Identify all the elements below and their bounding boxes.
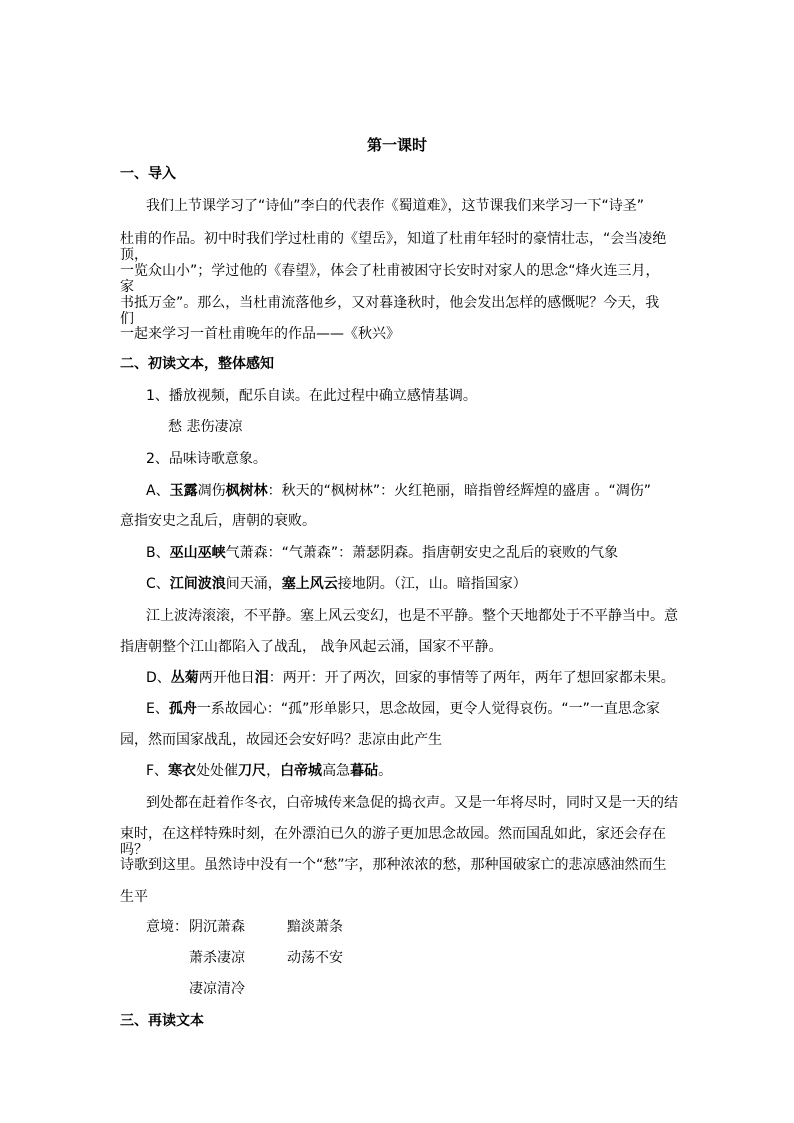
- image-f-prefix: F、: [146, 763, 169, 779]
- image-f-text-4: 。: [378, 763, 393, 779]
- image-d-prefix: D、: [146, 670, 171, 686]
- section-2-heading: 二、初读文本，整体感知: [120, 356, 274, 372]
- image-b: [146, 545, 618, 561]
- image-c-text-1: 间天涌，: [225, 576, 282, 592]
- image-e-prefix: E、: [146, 701, 169, 717]
- item-1: 1、播放视频，配乐自读。在此过程中确立感情基调。: [146, 388, 477, 404]
- image-d: [146, 670, 675, 686]
- image-f-bold-1: 寒衣: [168, 763, 197, 779]
- image-a-text-1: 凋伤: [197, 483, 226, 499]
- image-b-text-1: 气萧森：“气萧森”：萧瑟阴森。指唐朝安史之乱后的衰败的气象: [225, 545, 619, 561]
- image-f-bold-2: 刀尺: [238, 763, 267, 779]
- image-a-line-2: 意指安史之乱后，唐朝的衰败。: [120, 513, 316, 529]
- image-e-line-2: 园，然而国家战乱，故园还会安好吗？悲凉由此产生: [120, 732, 442, 748]
- yijing-col2-item-1: 黯淡萧条: [287, 919, 343, 935]
- image-e-text-1: 一系故园心：“孤”形单影只，思念故园，更令人觉得哀伤。“一”一直思念家: [196, 701, 660, 717]
- image-f-text-1: 处处催: [196, 763, 239, 779]
- yijing-col1-item-3: 凄凉清冷: [189, 981, 245, 997]
- intro-line-4: 书抵万金”。那么，当杜甫流落他乡，又对暮逢秋时，他会发出怎样的感慨呢？今天，我们: [120, 295, 660, 327]
- image-d-bold-1: 丛菊: [170, 670, 199, 686]
- image-d-text-1: 两开他日: [198, 670, 255, 686]
- image-f: [146, 763, 392, 779]
- image-c-bold-2: 塞上风云: [281, 576, 338, 592]
- image-a-text-2: ：秋天的“枫树林”：火红艳丽，暗指曾经辉煌的盛唐 。“凋伤”: [267, 483, 652, 499]
- image-e-bold-1: 孤舟: [168, 701, 197, 717]
- image-f-bold-3: 白帝城: [280, 763, 323, 779]
- section-1-heading: 一、导入: [120, 166, 176, 182]
- image-b-bold-1: 巫山巫峡: [169, 545, 226, 561]
- image-a-bold-1: 玉露: [169, 483, 198, 499]
- yijing-col2-item-2: 动荡不安: [287, 950, 343, 966]
- section-3-heading: 三、再读文本: [120, 1013, 204, 1029]
- tone-text: 愁 悲伤凄凉: [168, 419, 243, 435]
- image-c-para-1: 江上波涛滚滚，不平静。塞上风云变幻，也是不平静。整个天地都处于不平静当中。意: [146, 608, 678, 624]
- image-c-text-2: 接地阴。（江，山。暗指国家）: [337, 576, 527, 592]
- image-d-text-2: ：两开：开了两次，回家的事情等了两年，两年了想回家都未果。: [268, 670, 675, 686]
- image-a-prefix: A、: [146, 483, 170, 499]
- image-f-para-4: 生平: [120, 889, 148, 905]
- image-b-prefix: B、: [146, 545, 170, 561]
- image-d-bold-2: 泪: [254, 670, 269, 686]
- intro-line-1: 我们上节课学习了“诗仙”李白的代表作《蜀道难》，这节课我们来学习一下“诗圣”: [146, 198, 645, 214]
- image-f-para-1: 到处都在赶着作冬衣，白帝城传来急促的捣衣声。又是一年将尽时，同时又是一天的结: [146, 795, 678, 811]
- image-c-prefix: C、: [146, 576, 170, 592]
- intro-line-2: 杜甫的作品。初中时我们学过杜甫的《望岳》，知道了杜甫年轻时的豪情壮志，“会当凌绝顶，: [120, 231, 667, 263]
- image-e: [146, 701, 660, 717]
- image-c: [146, 576, 527, 592]
- item-2: 2、品味诗歌意象。: [146, 451, 267, 467]
- image-a: [146, 483, 651, 499]
- page-title: 第一课时: [366, 136, 427, 154]
- image-f-text-3: 高急: [322, 763, 351, 779]
- intro-line-3: 一览众山小”；学过他的《春望》，体会了杜甫被困守长安时对家人的思念“烽火连三月，家: [120, 263, 660, 295]
- image-c-para-2: 指唐朝整个江山都陷入了战乱， 战争风起云涌，国家不平静。: [120, 639, 503, 655]
- image-a-bold-2: 枫树林: [225, 483, 268, 499]
- yijing-col1-item-1: 阴沉萧森: [189, 919, 245, 935]
- image-f-para-3: 诗歌到这里。虽然诗中没有一个“愁”字，那种浓浓的愁，那种国破家亡的悲凉感油然而生: [120, 857, 667, 873]
- intro-line-5: 一起来学习一首杜甫晚年的作品——《秋兴》: [120, 326, 400, 342]
- yijing-col1-item-2: 萧杀凄凉: [189, 950, 245, 966]
- image-c-bold-1: 江间波浪: [169, 576, 226, 592]
- image-f-text-2: ，: [266, 763, 281, 779]
- image-f-para-2: 束时，在这样特殊时刻，在外漂泊已久的游子更加思念故园。然而国乱如此，家还会存在吗？: [120, 826, 666, 858]
- yijing-label: 意境：: [146, 919, 188, 935]
- image-f-bold-4: 暮砧: [350, 763, 379, 779]
